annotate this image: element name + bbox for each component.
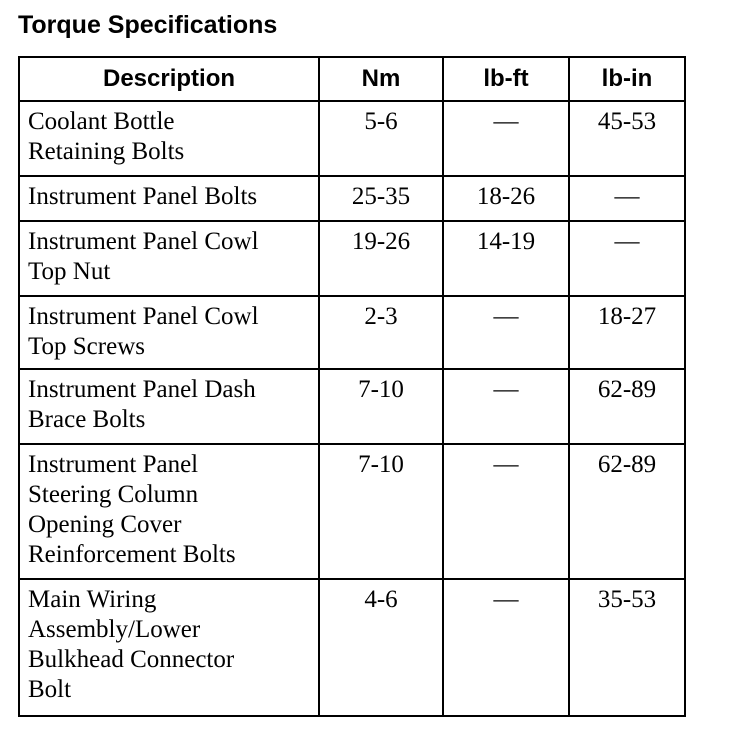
lb-ft-cell: — [443,444,569,579]
description-line: Retaining Bolts [28,138,185,165]
description-cell [19,579,319,716]
description-line: Reinforcement Bolts [28,541,236,568]
table-row [19,444,685,579]
table-row [19,221,685,296]
description-cell [19,176,319,221]
lb-in-cell: 45-53 [569,101,685,176]
description-cell [19,221,319,296]
description-line: Steering Column [28,481,199,508]
page-title: Torque Specifications [18,11,278,39]
nm-cell: 7-10 [319,444,443,579]
description-cell [19,444,319,579]
table-row [19,101,685,176]
description-line: Top Screws [28,333,145,360]
description-line: Bolt [28,676,72,703]
description-line: Brace Bolts [28,406,146,433]
table-row [19,579,685,716]
lb-in-cell: 35-53 [569,579,685,716]
column-header-nm: Nm [319,57,443,101]
description-line: Instrument Panel Cowl [28,303,259,330]
lb-ft-cell: — [443,296,569,369]
lb-ft-cell: — [443,101,569,176]
description-line: Assembly/Lower [28,616,201,643]
nm-cell: 25-35 [319,176,443,221]
lb-in-cell: 62-89 [569,369,685,444]
description-line: Top Nut [28,258,111,285]
description-cell [19,101,319,176]
nm-cell: 2-3 [319,296,443,369]
nm-cell: 19-26 [319,221,443,296]
description-cell [19,369,319,444]
lb-in-cell: 62-89 [569,444,685,579]
lb-in-cell: 18-27 [569,296,685,369]
description-line: Opening Cover [28,511,182,538]
description-line: Coolant Bottle [28,108,175,135]
table-row [19,369,685,444]
lb-in-cell: — [569,176,685,221]
lb-ft-cell: — [443,579,569,716]
lb-ft-cell: 18-26 [443,176,569,221]
description-line: Instrument Panel Cowl [28,228,259,255]
column-header-lb-ft: lb-ft [443,57,569,101]
nm-cell: 5-6 [319,101,443,176]
nm-cell: 7-10 [319,369,443,444]
torque-spec-table [18,56,686,717]
lb-ft-cell: 14-19 [443,221,569,296]
description-line: Main Wiring [28,586,157,613]
table-row [19,176,685,221]
lb-in-cell: — [569,221,685,296]
nm-cell: 4-6 [319,579,443,716]
description-line: Instrument Panel Bolts [28,183,258,210]
column-header-lb-in: lb-in [569,57,685,101]
column-header-description: Description [19,57,319,101]
table-header-row [19,57,685,101]
description-line: Instrument Panel Dash [28,376,256,403]
description-line: Instrument Panel [28,451,199,478]
description-cell [19,296,319,369]
description-line: Bulkhead Connector [28,646,235,673]
table-row [19,296,685,369]
lb-ft-cell: — [443,369,569,444]
